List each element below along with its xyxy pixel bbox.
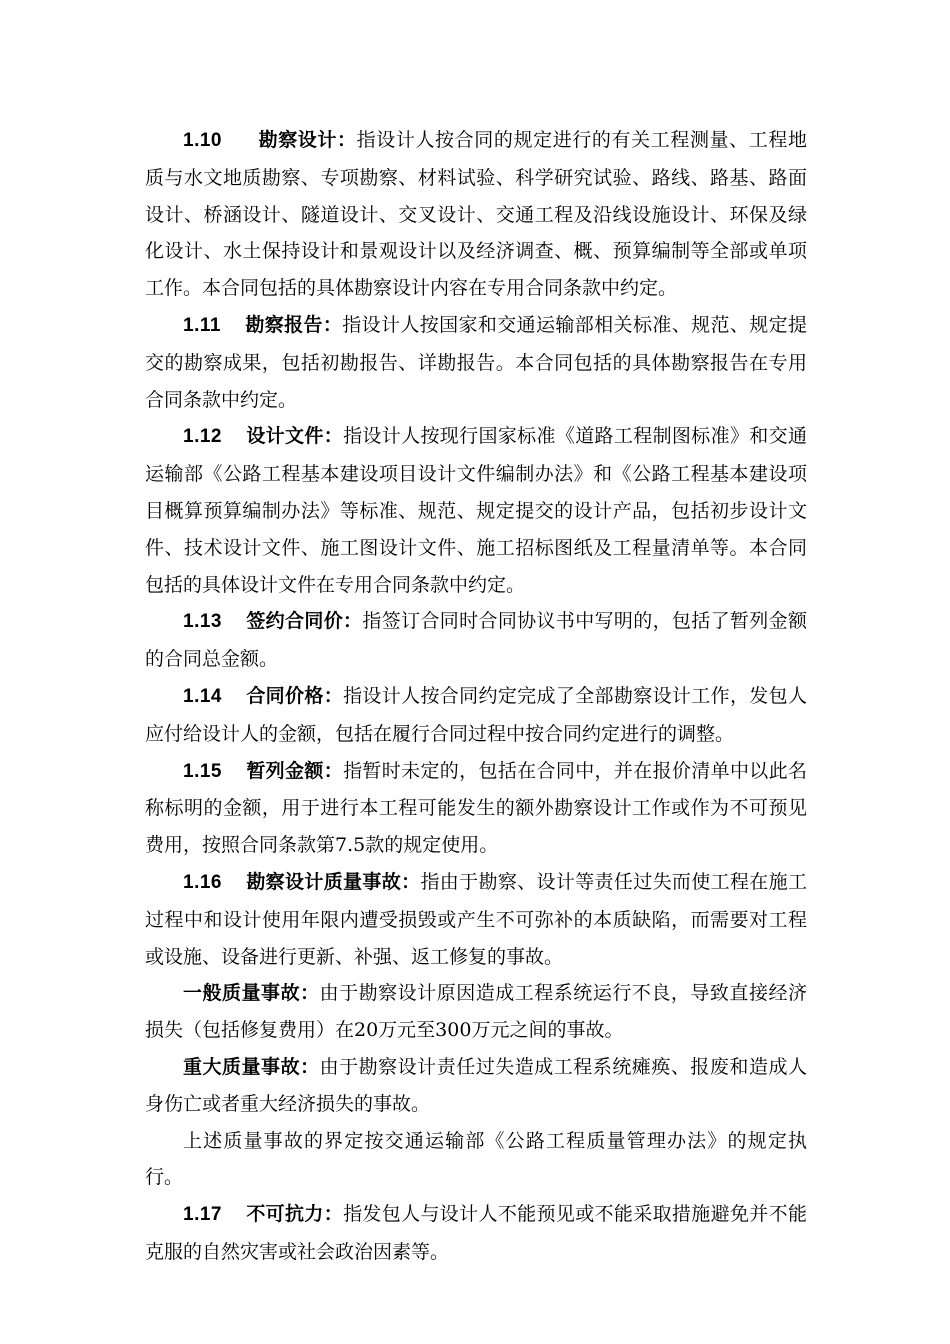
- clause-text: 指签订合同时合同协议书中写明的，包括了暂列金额的合同总金额。: [145, 610, 807, 671]
- clause-term: 签约合同价：: [245, 610, 363, 633]
- clause-term: 勘察设计：: [257, 129, 357, 151]
- clause-text: 指发包人与设计人不能预见或不能采取措施避免并不能克服的自然灾害或社会政治因素等。: [145, 1203, 807, 1263]
- clause-number: 1.13: [183, 611, 222, 633]
- clause-term: 设计文件：: [245, 425, 344, 448]
- major-quality-accident: [145, 1049, 807, 1123]
- clause-number: 1.12: [183, 426, 222, 448]
- clause-1-10: [145, 122, 807, 307]
- accident-term: 一般质量事故：: [183, 982, 320, 1005]
- general-quality-accident: [145, 975, 807, 1049]
- accident-definition-note: 上述质量事故的界定按交通运输部《公路工程质量管理办法》的规定执行。: [145, 1129, 807, 1189]
- clause-1-15: [145, 753, 807, 864]
- clause-text: 指设计人按国家和交通运输部相关标准、规范、规定提交的勘察成果，包括初勘报告、详勘报告。本合同包括的具体勘察报告在专用合同条款中约定。: [145, 313, 807, 411]
- clause-number: 1.10: [183, 130, 222, 151]
- clause-term: 不可抗力：: [245, 1203, 344, 1226]
- accident-text: 由于勘察设计原因造成工程系统运行不良，导致直接经济损失（包括修复费用）在20万元至300万元之间的事故。: [145, 982, 807, 1042]
- clause-1-17: [145, 1196, 807, 1271]
- clause-1-14: [145, 678, 807, 753]
- clause-number: 1.14: [183, 685, 222, 707]
- clause-text: 指设计人按合同的规定进行的有关工程测量、工程地质与水文地质勘察、专项勘察、材料试验、科学研究试验、路线、路基、路面设计、桥涵设计、隧道设计、交叉设计、交通工程及沿线设施设计、环保及绿化设计、水土保持设计和景观设计以及经济调查、概、预算编制等全部或单项工作。本合同包括的具体勘察设计内容在专用合同条款中约定。: [145, 129, 807, 300]
- clause-number: 1.15: [183, 760, 222, 782]
- accident-term: 重大质量事故：: [183, 1055, 320, 1078]
- clause-1-12: [145, 418, 807, 603]
- clause-text: 指暂时未定的，包括在合同中，并在报价清单中以此名称标明的金额，用于进行本工程可能发生的额外勘察设计工作或作为不可预见费用，按照合同条款第7.5款的规定使用。: [145, 759, 807, 857]
- clause-number: 1.16: [183, 871, 222, 893]
- clause-1-16: [145, 864, 807, 975]
- clause-text: 指由于勘察、设计等责任过失而使工程在施工过程中和设计使用年限内遭受损毁或产生不可弥补的本质缺陷，而需要对工程或设施、设备进行更新、补强、返工修复的事故。: [145, 870, 807, 968]
- contract-document-page: [145, 122, 807, 1271]
- clause-term: 暂列金额：: [245, 759, 344, 782]
- clause-term: 合同价格：: [245, 684, 344, 707]
- clause-number: 1.17: [183, 1204, 222, 1226]
- clause-1-13: [145, 603, 807, 678]
- accident-text: 由于勘察设计责任过失造成工程系统瘫痪、报废和造成人身伤亡或者重大经济损失的事故。: [145, 1055, 807, 1115]
- clause-term: 勘察报告：: [244, 313, 343, 336]
- clause-number: 1.11: [183, 314, 221, 336]
- clause-text: 指设计人按合同约定完成了全部勘察设计工作，发包人应付给设计人的金额，包括在履行合同过程中按合同约定进行的调整。: [145, 684, 807, 745]
- clause-1-11: [145, 307, 807, 418]
- clause-text: 指设计人按现行国家标准《道路工程制图标准》和交通运输部《公路工程基本建设项目设计文件编制办法》和《公路工程基本建设项目概算预算编制办法》等标准、规范、规定提交的设计产品，包括初步设计文件、技术设计文件、施工图设计文件、施工招标图纸及工程量清单等。本合同包括的具体设计文件在专用合同条款中约定。: [145, 425, 807, 596]
- clause-term: 勘察设计质量事故：: [245, 870, 421, 893]
